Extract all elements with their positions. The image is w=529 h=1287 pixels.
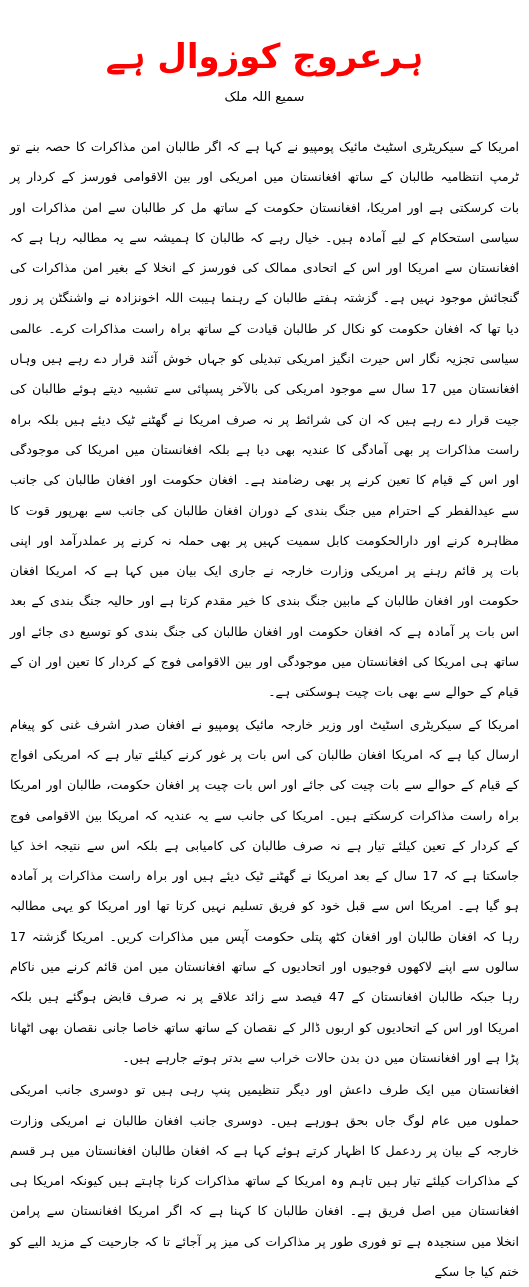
article-paragraph: امریکا کے سیکریٹری اسٹیٹ مائیک پومپیو نے کہا ہے کہ اگر طالبان امن مذاکرات کا حصہ بنے تو ٹرمپ انتظامیہ طالبان کے ساتھ افغانستان میں امریکی اور بین الاقوامی فورسز کے کردار پر بات کرسکتی ہے اور امریکا، افغانستان حکومت کے ساتھ مل کر طالبان سے امن مذاکرات اور سیاسی استحکام کے لیے آمادہ ہیں۔ خیال رہے کہ طالبان کا ہمیشہ سے یہ مطالبہ رہا ہے کہ افغانستان سے امریکا اور اس کے اتحادی ممالک کی فورسز کے انخلا کے بغیر امن مذاکرات کی گنجائش موجود نہیں ہے۔ گزشتہ ہفتے طالبان کے رہنما ہیبت اللہ اخونزادہ نے واشنگٹن پر زور دیا تھا کہ افغان حکومت کو نکال کر طالبان قیادت کے ساتھ براہ راست مذاکرات کرے۔ عالمی سیاسی تجزیہ نگار اس حیرت انگیز امریکی تبدیلی کو جہاں خوش آئند قرار دے رہے ہیں وہاں افغانستان میں 17 سال سے موجود امریکی کی بالآخر پسپائی سے تشبیہ دیتے ہوئے طالبان کی جیت قرار دے رہے ہیں کہ ان کی شرائط پر نہ صرف امریکا نے گھٹنے ٹیک دیئے ہیں بلکہ براہ راست مذاکرات پر بھی آمادگی کا عندیہ بھی دیا ہے بلکہ افغانستان میں امریکا کی موجودگی اور اس کے قیام کا تعین کرنے پر بھی رضامند ہے۔ افغان حکومت اور افغان طالبان کی جانب سے عیدالفطر کے احترام میں جنگ بندی کے دوران افغان طالبان کی جانب سے بھرپور قوت کا مظاہرہ کرنے اور دارالحکومت کابل سمیت کہیں پر بھی حملہ نہ کرنے پر عملدرآمد اور اپنی بات پر قائم رہنے پر امریکی وزارت خارجہ نے جاری ایک بیان میں کہا ہے کہ امریکا افغان حکومت اور افغان طالبان کے مابین جنگ بندی کا خیر مقدم کرتا ہے اور حالیہ جنگ بندی کے بعد اس بات پر آمادہ ہے کہ افغان حکومت اور افغان طالبان کی جنگ بندی کو توسیع دی جائے اور ساتھ ہی امریکا کی افغانستان میں موجودگی اور بین الاقوامی فوج کے کردار کا تعین اور ان کے قیام کے حوالے سے بھی بات چیت ہوسکتی ہے۔ bbox=[10, 139, 520, 700]
article-headline: ہرعروج کوزوال ہے bbox=[105, 37, 424, 77]
article-author: سمیع اللہ ملک bbox=[224, 90, 305, 105]
article-body bbox=[10, 132, 519, 1287]
article-paragraph: افغانستان میں ایک طرف داعش اور دیگر تنظیمیں پنپ رہی ہیں تو دوسری جانب امریکی حملوں میں عام لوگ جاں بحق ہورہے ہیں۔ دوسری جانب افغان طالبان نے امریکی وزارت خارجہ کے بیان پر ردعمل کا اظہار کرتے ہوئے کہا ہے کہ افغان طالبان افغانستان میں ہر قسم کے مذاکرات کیلئے تیار ہیں تاہم وہ امریکا کے ساتھ مذاکرات کرنا چاہتے ہیں کیونکہ امریکا ہی افغانستان میں اصل فریق ہے۔ افغان طالبان کا کہنا ہے کہ اگر امریکا افغانستان سے پرامن انخلا میں سنجیدہ ہے تو فوری طور پر مذاکرات کی میز پر آجائے تا کہ جارحیت کے مزید الیے کو ختم کیا جا سکے bbox=[10, 1082, 519, 1279]
article-paragraph: امریکا کے سیکریٹری اسٹیٹ اور وزیر خارجہ مائیک پومپیو نے افغان صدر اشرف غنی کو پیغام ارسال کیا ہے کہ امریکا افغان طالبان کی اس بات پر غور کرنے کیلئے تیار ہے کہ امریکی افواج کے قیام کے حوالے سے بات چیت کی جائے اور اس بات چیت پر افغان حکومت، طالبان اور امریکا براہ راست مذاکرات کرسکتے ہیں۔ امریکا کی جانب سے یہ عندیہ کہ امریکا بین الاقوامی فوج کے کردار کے تعین کیلئے تیار ہے نہ صرف طالبان کی کامیابی ہے بلکہ اس سے نتیجہ اخذ کیا جاسکتا ہے کہ 17 سال کے بعد امریکا نے گھٹنے ٹیک دیئے ہیں اور براہ راست مذاکرات پر آمادہ ہو گیا ہے۔ امریکا اس سے قبل خود کو فریق تسلیم نہیں کرتا تھا اور امریکا کو یہی مطالبہ رہا کہ افغان طالبان اور افغان کٹھ پتلی حکومت آپس میں مذاکرات کریں۔ امریکا گزشتہ 17 سالوں سے اپنے لاکھوں فوجیوں اور اتحادیوں کے ساتھ افغانستان میں امن قائم کرنے میں ناکام رہا جبکہ طالبان افغانستان کے 47 فیصد سے زائد علاقے پر نہ صرف قابض ہوگئے ہیں بلکہ امریکا اور اس کے اتحادیوں کو اربوں ڈالر کے نقصان کے ساتھ ساتھ خاصا جانی نقصان بھی اٹھانا پڑا ہے اور افغانستان میں دن بدن حالات خراب سے بدتر ہوتے جارہے ہیں۔ bbox=[10, 716, 519, 1065]
